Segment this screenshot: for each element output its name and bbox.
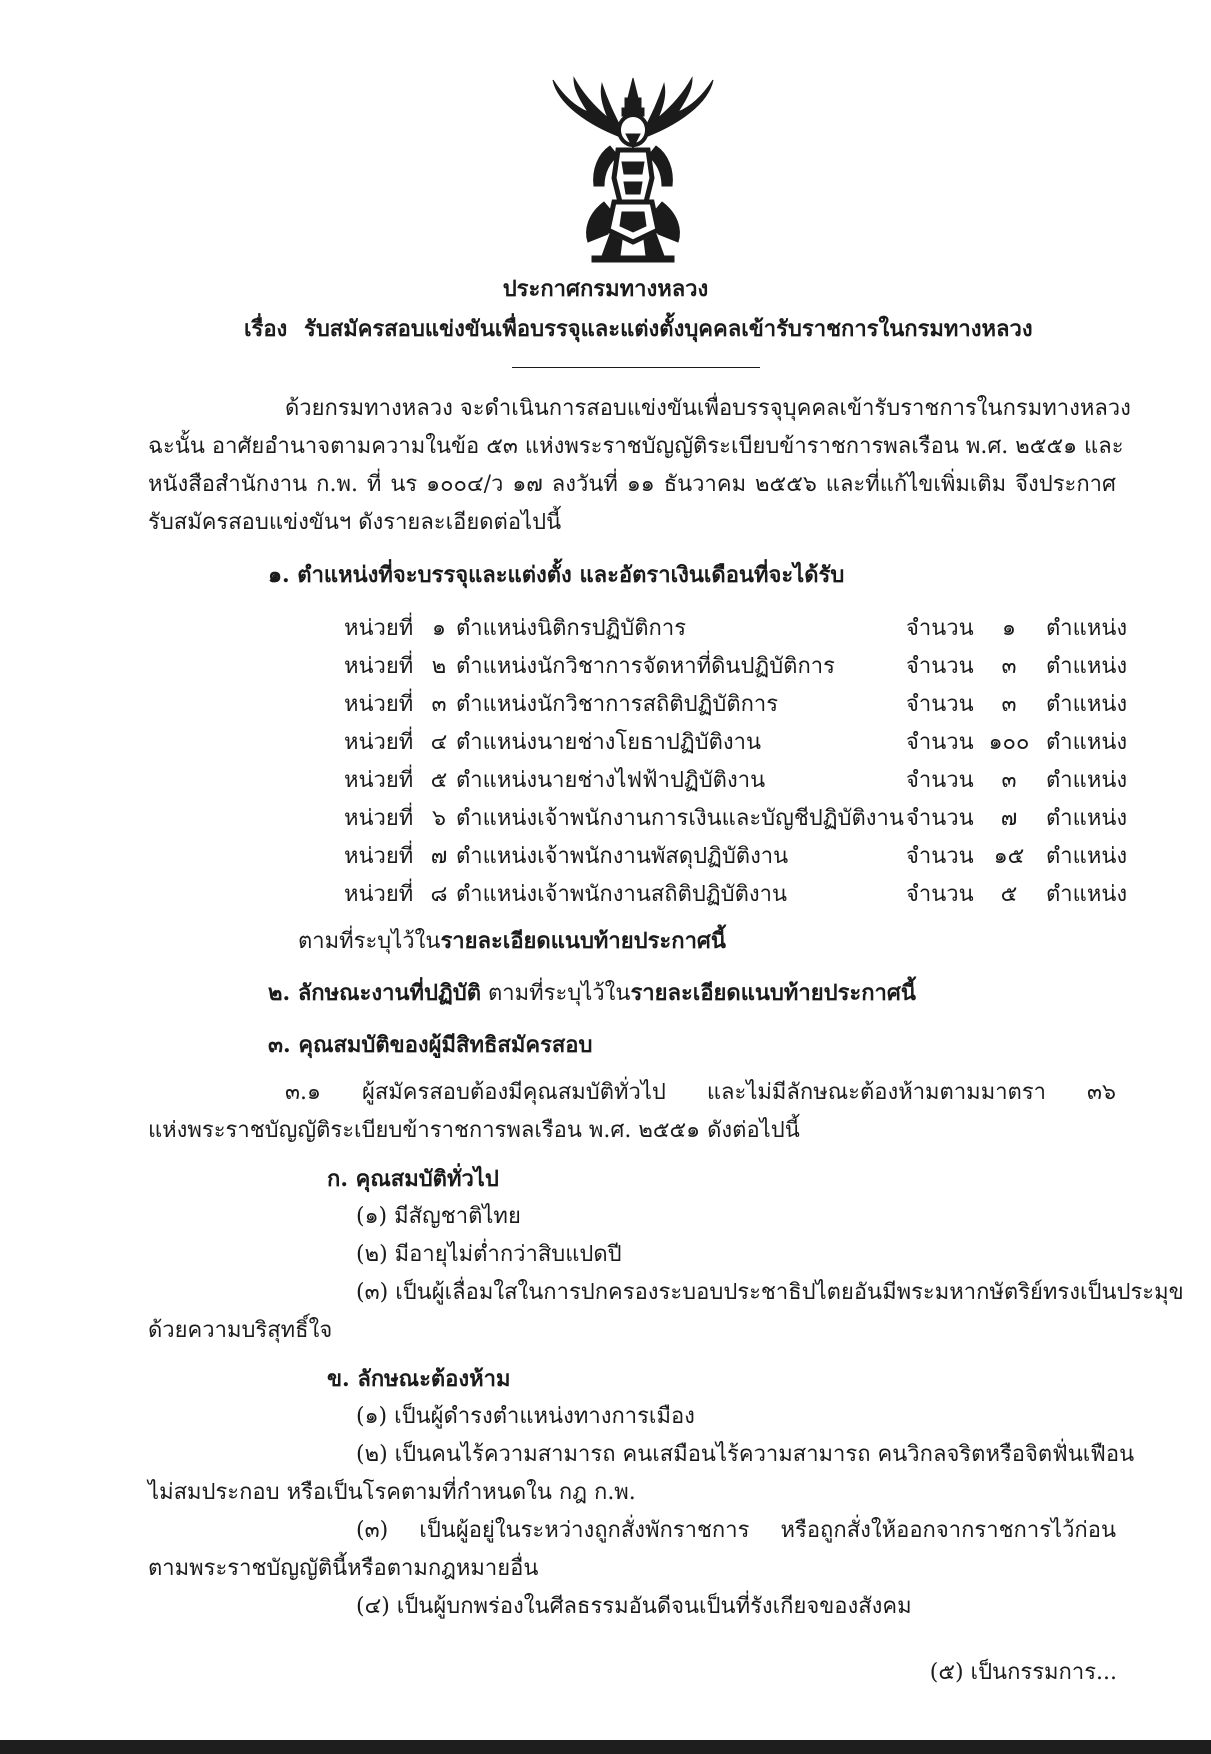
prohibited-item-4: (๔) เป็นผู้บกพร่องในศีลธรรมอันดีจนเป็นที่รังเกียจของสังคม — [356, 1594, 912, 1619]
count-unit: ตำแหน่ง — [1046, 806, 1128, 831]
count-unit: ตำแหน่ง — [1046, 692, 1128, 717]
unit-number: ๗ — [430, 844, 448, 869]
count-label: จำนวน — [906, 730, 974, 755]
section-1-note — [298, 928, 726, 955]
unit-number: ๕ — [430, 768, 448, 793]
position-row — [344, 724, 1128, 755]
position-row — [344, 648, 1128, 679]
document-title: ประกาศกรมทางหลวง — [502, 276, 709, 302]
section-3-1-line-2: แห่งพระราชบัญญัติระเบียบข้าราชการพลเรือน พ.ศ. ๒๕๕๑ ดังต่อไปนี้ — [148, 1118, 800, 1143]
prohibited-item-2-line-1: (๒) เป็นคนไร้ความสามารถ คนเสมือนไร้ความสามารถ คนวิกลจริตหรือจิตฟั่นเฟือน — [356, 1442, 1135, 1467]
unit-number: ๑ — [432, 616, 446, 641]
position-row — [344, 876, 1128, 907]
position-name: ตำแหน่งนายช่างโยธาปฏิบัติงาน — [456, 730, 762, 755]
unit-label: หน่วยที่ — [344, 844, 414, 869]
unit-number: ๓ — [431, 692, 447, 717]
unit-label: หน่วยที่ — [344, 882, 414, 907]
prohibited-item-1: (๑) เป็นผู้ดำรงตำแหน่งทางการเมือง — [356, 1404, 695, 1429]
unit-number: ๘ — [430, 882, 448, 907]
section-1-heading: ๑. ตำแหน่งที่จะบรรจุและแต่งตั้ง และอัตราเงินเดือนที่จะได้รับ — [268, 562, 845, 588]
section-2-heading: ๒. ลักษณะงานที่ปฏิบัติ — [268, 980, 481, 1006]
section-1-note-prefix: ตามที่ระบุไว้ใน — [298, 929, 441, 954]
count-value: ๗ — [1000, 806, 1018, 831]
intro-line-3: หนังสือสำนักงาน ก.พ. ที่ นร ๑๐๐๔/ว ๑๗ ลงวันที่ ๑๑ ธันวาคม ๒๕๕๖ และที่แก้ไขเพิ่มเติม จึงประกาศ — [148, 472, 1116, 497]
unit-number: ๒ — [431, 654, 447, 679]
position-name: ตำแหน่งนิติกรปฏิบัติการ — [456, 616, 687, 641]
section-1-note-link: รายละเอียดแนบท้ายประกาศนี้ — [440, 928, 726, 954]
prohibited-item-3-line-1: (๓) เป็นผู้อยู่ในระหว่างถูกสั่งพักราชการ หรือถูกสั่งให้ออกจากราชการไว้ก่อน — [356, 1518, 1116, 1543]
prohibited-heading: ข. ลักษณะต้องห้าม — [327, 1366, 511, 1392]
general-item-3-line-2: ด้วยความบริสุทธิ์ใจ — [148, 1318, 333, 1343]
general-item-1: (๑) มีสัญชาติไทย — [356, 1204, 521, 1229]
count-unit: ตำแหน่ง — [1046, 768, 1128, 793]
count-unit: ตำแหน่ง — [1046, 730, 1128, 755]
count-value: ๓ — [1001, 654, 1017, 679]
count-label: จำนวน — [906, 654, 974, 679]
section-2-text-prefix: ตามที่ระบุไว้ใน — [487, 981, 631, 1006]
general-item-3-line-1: (๓) เป็นผู้เลื่อมใสในการปกครองระบอบประชาธิปไตยอันมีพระมหากษัตริย์ทรงเป็นประมุข — [356, 1280, 1184, 1305]
prohibited-item-2-line-2: ไม่สมประกอบ หรือเป็นโรคตามที่กำหนดใน กฎ ก.พ. — [148, 1480, 636, 1505]
count-label: จำนวน — [906, 806, 974, 831]
header-divider — [512, 367, 760, 368]
position-name: ตำแหน่งนักวิชาการจัดหาที่ดินปฏิบัติการ — [456, 654, 835, 679]
position-name: ตำแหน่งนายช่างไฟฟ้าปฏิบัติงาน — [456, 768, 766, 793]
unit-label: หน่วยที่ — [344, 806, 414, 831]
count-value: ๑๕ — [993, 844, 1025, 869]
unit-label: หน่วยที่ — [344, 654, 414, 679]
unit-label: หน่วยที่ — [344, 692, 414, 717]
page-bottom-edge — [0, 1740, 1211, 1754]
prohibited-item-3-line-2: ตามพระราชบัญญัตินี้หรือตามกฎหมายอื่น — [148, 1556, 539, 1581]
count-unit: ตำแหน่ง — [1046, 844, 1128, 869]
position-row — [344, 610, 1128, 641]
position-row — [344, 838, 1128, 869]
section-3-heading: ๓. คุณสมบัติของผู้มีสิทธิสมัครสอบ — [268, 1032, 593, 1058]
unit-label: หน่วยที่ — [344, 616, 414, 641]
general-qualifications-heading: ก. คุณสมบัติทั่วไป — [327, 1166, 499, 1192]
intro-line-1: ด้วยกรมทางหลวง จะดำเนินการสอบแข่งขันเพื่อบรรจุบุคคลเข้ารับราชการในกรมทางหลวง — [285, 396, 1131, 421]
garuda-emblem-icon — [548, 74, 718, 264]
count-unit: ตำแหน่ง — [1046, 654, 1128, 679]
document-subject: รับสมัครสอบแข่งขันเพื่อบรรจุและแต่งตั้งบุคคลเข้ารับราชการในกรมทางหลวง — [304, 316, 1033, 342]
section-2 — [268, 980, 916, 1007]
count-unit: ตำแหน่ง — [1046, 616, 1128, 641]
position-row — [344, 686, 1128, 717]
position-row — [344, 800, 1128, 831]
section-3-1-line-1: ๓.๑ ผู้สมัครสอบต้องมีคุณสมบัติทั่วไป และไม่มีลักษณะต้องห้ามตามมาตรา ๓๖ — [285, 1080, 1116, 1105]
count-label: จำนวน — [906, 616, 974, 641]
unit-number: ๖ — [432, 806, 446, 831]
count-value: ๑ — [1002, 616, 1016, 641]
intro-line-4: รับสมัครสอบแข่งขันฯ ดังรายละเอียดต่อไปนี้ — [148, 510, 562, 535]
count-value: ๕ — [1000, 882, 1018, 907]
intro-line-2: ฉะนั้น อาศัยอำนาจตามความในข้อ ๕๓ แห่งพระราชบัญญัติระเบียบข้าราชการพลเรือน พ.ศ. ๒๕๕๑ และ — [148, 434, 1124, 459]
count-label: จำนวน — [906, 768, 974, 793]
position-name: ตำแหน่งเจ้าพนักงานการเงินและบัญชีปฏิบัติงาน — [456, 806, 904, 831]
position-name: ตำแหน่งเจ้าพนักงานสถิติปฏิบัติงาน — [456, 882, 788, 907]
count-value: ๓ — [1001, 692, 1017, 717]
count-value: ๑๐๐ — [988, 730, 1030, 755]
count-label: จำนวน — [906, 882, 974, 907]
general-item-2: (๒) มีอายุไม่ต่ำกว่าสิบแปดปี — [356, 1242, 622, 1267]
count-value: ๓ — [1001, 768, 1017, 793]
position-name: ตำแหน่งนักวิชาการสถิติปฏิบัติการ — [456, 692, 779, 717]
subject-label: เรื่อง — [244, 316, 288, 342]
count-unit: ตำแหน่ง — [1046, 882, 1128, 907]
continuation-marker: (๕) เป็นกรรมการ... — [929, 1660, 1117, 1685]
section-2-text-bold: รายละเอียดแนบท้ายประกาศนี้ — [630, 980, 916, 1006]
unit-number: ๔ — [430, 730, 448, 755]
count-label: จำนวน — [906, 844, 974, 869]
position-row — [344, 762, 1128, 793]
count-label: จำนวน — [906, 692, 974, 717]
unit-label: หน่วยที่ — [344, 730, 414, 755]
unit-label: หน่วยที่ — [344, 768, 414, 793]
position-name: ตำแหน่งเจ้าพนักงานพัสดุปฏิบัติงาน — [456, 844, 789, 869]
